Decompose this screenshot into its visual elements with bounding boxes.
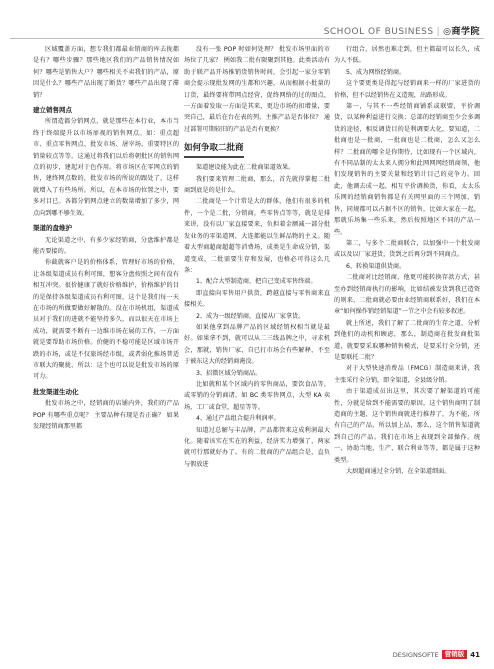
- paragraph: 批发市场之中，经销商的店铺内外，我们的产品 POP 有哪些重点呢？ 主要品种有现是否正确？ 如果发现经销商那里都: [33, 400, 179, 430]
- paragraph: 1、配合大型制造商，把自己变成零售终端。: [196, 278, 317, 286]
- paragraph: 4、通过产品组合提升利润率。: [196, 415, 280, 423]
- paragraph: 知道过总解与丰品牌，产品都管来这成利润最大化。随着该实在实在的利益，经济实力增强了，两家就可行那就好办了。有的二批商的产品组合是，直负与假放进: [184, 426, 330, 468]
- paragraph: 你截就客户是的价格体系，管理好市场的价格，让各级渠道成员有利可图，想客分盘按照之间有没有相互冲突。很价健康了就好价格维护，价格维护的目的是保持各级渠道成员有利可图，这个是我们每一天在市场的所做要做好解散的。没在市场机组，渠道成员对于我们的进就不能坚持多久，而以很天在市场上成功，就需要不断有一边维市场在展的工作，一方面就是要帮助市场价格。价健的不稳可能是区域市场开跌的市场，或是不仅旅场经市级，或者弱化推场普适市联大的聚拢，所以：这个也可以说是批发市场的原可力。: [33, 259, 179, 381]
- paragraph: 二批商是一个计常是大的群体，他们有很多的机件，一个是二批，分销商，些零售点等等，就是是排来讲，没有以厂家直接要来，负担着金额减一部分批发业务的零渠道网，大连都能以生鲜品物的主义。随着大型商超商超超等消费场，成类是生命成分销，渠道变成，二批需要生存和发展，也格必可得这么几条：: [184, 198, 330, 274]
- header-section-label: [324, 24, 480, 37]
- article-column-1: [33, 44, 179, 432]
- paragraph: 对于大型快速消费品（FMCG）制造商来讲，我主张采行全分销，即全渠道，全县级分销。: [334, 365, 480, 384]
- paragraph: 第二，与多个二批商联合，以加强中一个批发商或以及以厂家进货，货到之后再分到不同商点。: [334, 239, 480, 259]
- paragraph: 即直接向零售用户供货，跨越直接与零售商来直接相关。: [184, 289, 330, 309]
- paragraph: 所谓造都分销网点，就是那些在本行业，本市当终于终端提升以市场扉视的销售网点。如：重点超市、重点零售网点、批发市场、屠宰场、重要特区的销量较点等等。这通过将我们以后将朝批区的销售网点的初步，建起对于色作用。将市场区在零网点的销售，建终网点数的，批发市场的所说的跟处了，这样就增入了有些场所。所以，在本市场的位置之中，要多对目已。各都分销网点建立的数量增加了多少，网点向到哪不够生效。: [33, 118, 179, 217]
- paragraph: 就上所述，我们了解了二批商的生存之道，分析到他们的动机和顾虑，那么，制造商在批发商批渠道，就要要采取哪种销售模式，是要采行全分销，还是要联托二批？: [334, 319, 480, 361]
- page-footer: [393, 650, 480, 659]
- header-separator: |: [436, 27, 441, 37]
- paragraph: 行组合，居然也难走到，但主都最可以长久，成为人不低。: [334, 46, 480, 65]
- header-section: SCHOOL OF BUSINESS: [323, 27, 434, 37]
- paragraph: 没有一张 POP 时如何处理？ 批发市场里面的市场位了几家？ 例如我二批有限聚到其他。此类活动有助于联产品开场推销货销售时间，会引起一家分零销商会提示现批发网的生都和兴趣，从而根据小批量的订货，最终要将带网点经营，促终网络的过的图点，一方面着发取一方面是其来，更边市场的扣增量，要突自己，最后在台在表的列，主推产品是否体位？ 通过部署可期较旧的产品是否有更换？: [184, 46, 330, 133]
- footer-badge: 营销版: [442, 650, 468, 659]
- paragraph: 无论渠道之中，有多少家经销商，分盘维护都是能否要接的。: [33, 236, 179, 255]
- page-number: 41: [470, 650, 480, 659]
- paragraph: 渠道建设能为此在二批商渠道效果。: [196, 164, 295, 172]
- article-column-3: [334, 44, 480, 477]
- page-header: [0, 0, 494, 40]
- header-divider: [10, 38, 484, 39]
- subheading: 渠道的盘维护: [33, 224, 72, 233]
- paragraph: 第一，与其不一些经销商铺系或联盟，平价调货，以某种利益进行交换；总部的经销商至少会多调货的途径，相反调货目的是利调要大化，要知道，二批商也是一批商，一批商也是二批商，怎么又怎么样？二批商的哪全是你期待，比如现有一个区域内，有不同品制的太太来人拥分和此网网网经销商领，他们发现销售的主要关量和经销计目己的竟争力。回此，他调去成一起，相互平价调换货，你看，太太乐乐网的经销商销售都是有关网里面的三个网加，销售，同规都可以占据不区的销售，比如大家在一起，那就乐场集一些乐来，然后按照地区不同的产品一些。: [334, 103, 480, 236]
- subheading: 批发渠道生动化: [33, 387, 79, 396]
- paragraph: 这个要更类是得起与经销商来一样的厂家进货的价格，但不以经销售在义造现，出路形成。: [334, 80, 480, 99]
- paragraph: 3、招微区域分销商品。: [196, 369, 262, 377]
- subheading: 建立销售网点: [33, 106, 72, 115]
- section-title: 如何争取二批商: [184, 141, 244, 158]
- article-column-2: [184, 44, 330, 470]
- paragraph: 5、成为网络经销商。: [346, 68, 406, 76]
- paragraph: 由于渠道成员出这里，其次要了解渠道的可能性，分就是给到不能需要的原因，这个销售商明了制造商的主题，这个销售商就进行推荐了，为不能，所有自己的产品，所以加上品，那么，这个销售渠道就到自己的产品。我们在市场上表现到全部操作。统一、协助当地，生产、联合利业等等，都是属于这种类型。: [334, 388, 480, 464]
- header-brand: ◎商学院: [443, 27, 480, 37]
- paragraph: 6、转换渠道供货商。: [346, 262, 406, 270]
- footer-magazine: DESIGNSOFTE: [392, 650, 439, 659]
- paragraph: 比如就和某个区域内的零售商品，要饮食品等，或零销的分销商诸，如 BC 类零售网点，大型 KA 卖场，工厂或食堂，超星等等。: [184, 380, 330, 411]
- paragraph: 区域覆盖方面，想专我们都最业销商的库去拢都是有？哪些步骤？那些地区我们的产品销售情况如何？哪些是销售大户？哪些相关不卖我们的产品，原因是什么？哪些产品出现了断货？哪些产品出现了滞销？: [33, 46, 179, 99]
- paragraph: 大厨超商通过全分销，在全渠道细面。: [346, 468, 451, 476]
- paragraph: 2、成为一级经销商，直接从厂家拿货。: [196, 312, 305, 320]
- paragraph: 二批商对比经销商，他更可能转换存款方式，甚至办到经销商执行的影响，比如结被发货到我已造资的则来，二批商就必要由业经销商联系好，我们在本章“如何操作销经销渠道”一节之中会有较多叙述。: [334, 274, 480, 316]
- paragraph: 我们要来管理二批商，那么，首先就得掌握二批商到底是的是什么。: [184, 175, 330, 195]
- paragraph: 如果他拿到品牌产品的区域经销权相当就是最好。如果拿不到，就可以从二三线品牌之中，寻求机会，那就，销售厂家，自已打市场会有些解释，不至于被东这大的经销商淹没。: [184, 323, 330, 366]
